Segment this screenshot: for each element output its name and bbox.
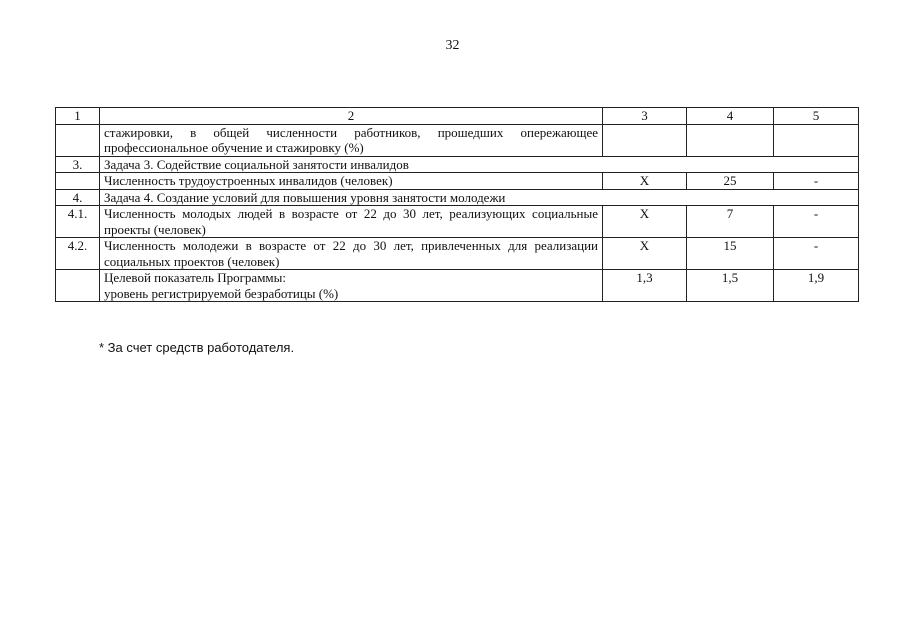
target-indicator-line-2: уровень регистрируемой безработицы (%) <box>104 285 339 301</box>
row-indicator-text: стажировки, в общей численности работников, прошедших опережающее профессиональное обучение и стажировку (%) <box>100 124 603 156</box>
table-section-row <box>56 189 859 206</box>
header-cell-2: 2 <box>100 108 603 125</box>
row-value-4: 1,5 <box>687 270 774 302</box>
row-indicator-text: Численность трудоустроенных инвалидов (человек) <box>100 173 603 190</box>
table-row <box>56 270 859 302</box>
row-value-3: 1,3 <box>603 270 687 302</box>
row-value-5: - <box>774 173 859 190</box>
row-indicator-text: Численность молодых людей в возрасте от 22 до 30 лет, реализующих социальные проекты (человек) <box>100 206 603 238</box>
row-value-3: X <box>603 206 687 238</box>
section-title: Задача 3. Содействие социальной занятости инвалидов <box>100 156 859 173</box>
table-section-row <box>56 156 859 173</box>
header-cell-1: 1 <box>56 108 100 125</box>
table-row <box>56 238 859 270</box>
row-number <box>56 124 100 156</box>
table-row <box>56 206 859 238</box>
row-value-3: X <box>603 238 687 270</box>
table-row <box>56 124 859 156</box>
row-value-4 <box>687 124 774 156</box>
section-title: Задача 4. Создание условий для повышения уровня занятости молодежи <box>100 189 859 206</box>
row-value-4: 15 <box>687 238 774 270</box>
page-number: 32 <box>445 38 460 53</box>
row-value-5 <box>774 124 859 156</box>
section-number: 3. <box>56 156 100 173</box>
row-value-5: - <box>774 206 859 238</box>
section-number: 4. <box>56 189 100 206</box>
row-value-3: X <box>603 173 687 190</box>
row-number <box>56 270 100 302</box>
header-cell-5: 5 <box>774 108 859 125</box>
row-value-4: 25 <box>687 173 774 190</box>
row-number: 4.1. <box>56 206 100 238</box>
target-indicator-line-1: Целевой показатель Программы: <box>104 270 286 285</box>
row-value-3 <box>603 124 687 156</box>
table-header-row <box>56 108 859 125</box>
indicator-table <box>55 107 859 302</box>
row-value-5: 1,9 <box>774 270 859 302</box>
row-indicator-text: Численность молодежи в возрасте от 22 до 30 лет, привлеченных для реализации социальных проектов (человек) <box>100 238 603 270</box>
row-indicator-text <box>100 270 603 302</box>
header-cell-4: 4 <box>687 108 774 125</box>
row-number: 4.2. <box>56 238 100 270</box>
row-value-5: - <box>774 238 859 270</box>
footnote: * За счет средств работодателя. <box>99 340 295 355</box>
header-cell-3: 3 <box>603 108 687 125</box>
row-value-4: 7 <box>687 206 774 238</box>
row-number <box>56 173 100 190</box>
table-row <box>56 173 859 190</box>
